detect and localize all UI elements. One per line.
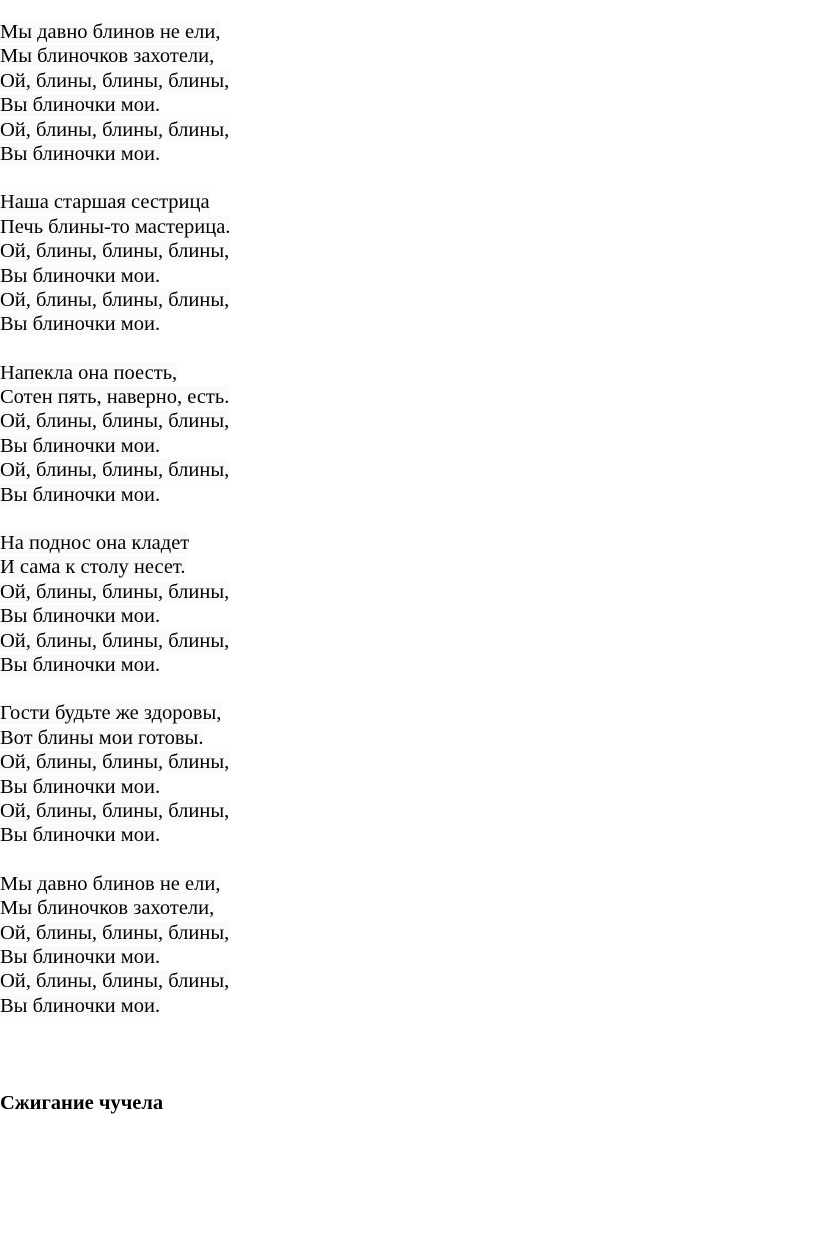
stanza (0, 190, 816, 336)
lyric-line: Ой, блины, блины, блины, (0, 751, 230, 774)
lyric-line: Вы блиночки мои. (0, 653, 161, 676)
song-lyrics (0, 20, 816, 1042)
lyric-line: Ой, блины, блины, блины, (0, 921, 230, 944)
lyric-line: Ой, блины, блины, блины, (0, 118, 230, 141)
lyric-line: Ой, блины, блины, блины, (0, 240, 230, 263)
stanza (0, 701, 816, 847)
lyric-line: Ой, блины, блины, блины, (0, 580, 230, 603)
section-heading: Сжигание чучела (0, 1092, 164, 1114)
stanza (0, 20, 816, 166)
lyric-line: Ой, блины, блины, блины, (0, 629, 230, 652)
lyric-line: Вы блиночки мои. (0, 142, 161, 165)
lyric-line: Вы блиночки мои. (0, 483, 161, 506)
lyric-line: Мы давно блинов не ели, (0, 872, 221, 895)
lyric-line: Вы блиночки мои. (0, 775, 161, 798)
lyric-line: Вы блиночки мои. (0, 605, 161, 628)
lyric-line: Мы давно блинов не ели, (0, 21, 221, 43)
lyric-line: Вы блиночки мои. (0, 94, 161, 117)
lyric-line: Вы блиночки мои. (0, 945, 161, 968)
lyric-line: Наша старшая сестрица (0, 191, 210, 214)
lyric-line: Ой, блины, блины, блины, (0, 69, 230, 92)
lyric-line: Ой, блины, блины, блины, (0, 410, 230, 433)
lyric-line: И сама к столу несет. (0, 556, 186, 579)
lyric-line: Гости будьте же здоровы, (0, 702, 222, 725)
lyric-line: Ой, блины, блины, блины, (0, 459, 230, 482)
lyric-line: Вы блиночки мои. (0, 264, 161, 287)
lyric-line: Мы блиночков захотели, (0, 45, 215, 68)
lyric-line: Ой, блины, блины, блины, (0, 799, 230, 822)
lyric-line: Печь блины-то мастерица. (0, 215, 231, 238)
lyric-line: Вы блиночки мои. (0, 434, 161, 457)
lyric-line: Вы блиночки мои. (0, 994, 161, 1017)
lyric-line: Напекла она поесть, (0, 361, 178, 384)
lyric-line: На поднос она кладет (0, 532, 190, 555)
stanza (0, 361, 816, 507)
lyric-line: Ой, блины, блины, блины, (0, 970, 230, 993)
lyric-line: Вот блины мои готовы. (0, 726, 204, 749)
lyric-line: Ой, блины, блины, блины, (0, 288, 230, 311)
stanza (0, 531, 816, 677)
lyric-line: Мы блиночков захотели, (0, 897, 215, 920)
lyric-line: Вы блиночки мои. (0, 313, 161, 336)
lyric-line: Сотен пять, наверно, есть. (0, 386, 230, 409)
stanza (0, 872, 816, 1018)
lyric-line: Вы блиночки мои. (0, 824, 161, 847)
